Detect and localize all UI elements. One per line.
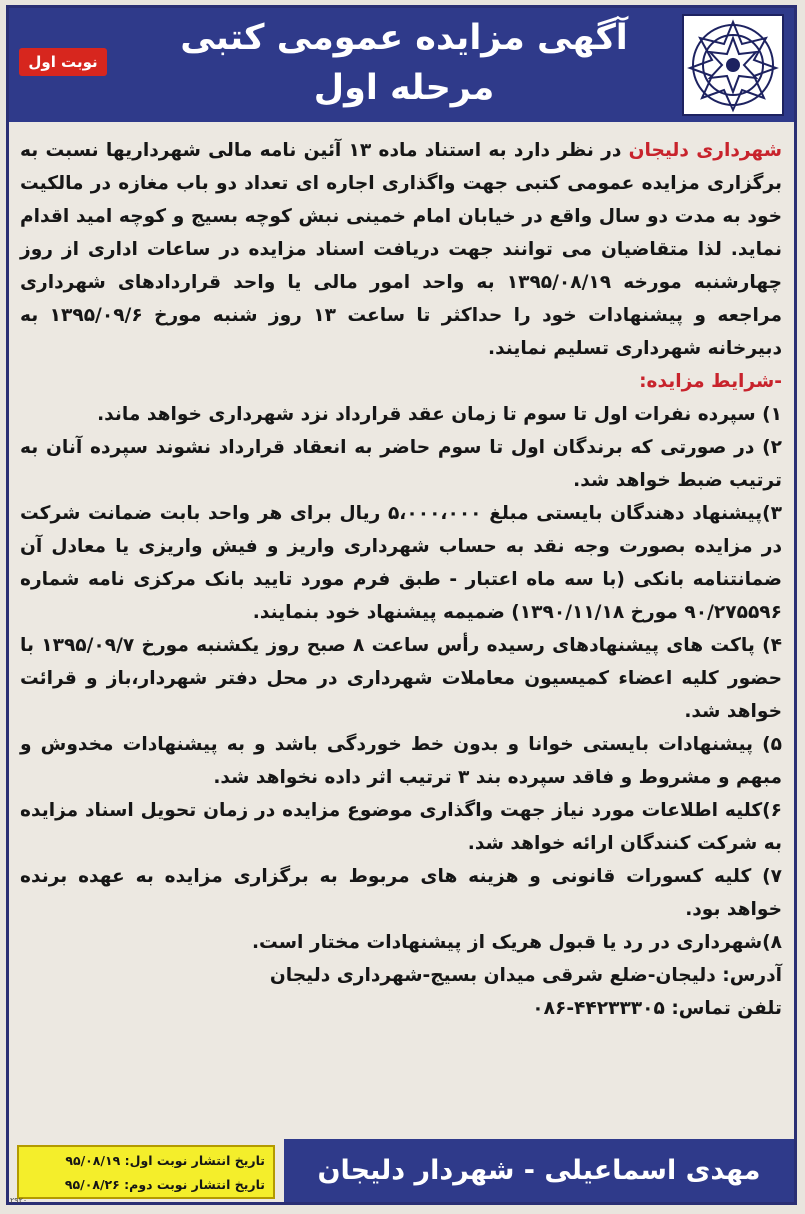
condition-item: ۷) کلیه کسورات قانونی و هزینه های مربوط به برگزاری مزایده به عهده برنده خواهد بود. [20, 866, 782, 920]
condition-item: ۲) در صورتی که برندگان اول تا سوم حاضر به انعقاد قرارداد نشوند سپرده آنان به ترتیب ضبط خواهد شد. [20, 437, 782, 491]
phone-line: تلفن تماس: ۴۴۲۳۳۳۰۵-۰۸۶ [532, 998, 782, 1019]
ad-body [20, 134, 782, 1025]
header-bar [9, 8, 794, 122]
condition-item: ۵) پیشنهادات بایستی خوانا و بدون خط خوردگی باشد و به پیشنهادات مخدوش و مبهم و مشروط و فاقد سپرده بند ۳ ترتیب اثر داده نخواهد شد. [20, 734, 782, 788]
emblem-graphic [684, 16, 782, 114]
ad-stage: مرحله اول [313, 68, 495, 108]
organization-name: شهرداری دلیجان [628, 140, 782, 161]
condition-item: ۴) پاکت های پیشنهادهای رسیده رأس ساعت ۸ صبح روز یکشنبه مورخ ۱۳۹۵/۰۹/۷ با حضور کلیه اعضاء کمیسیون معاملات شهرداری در محل دفتر شهردار،باز و قرائت خواهد شد. [20, 635, 782, 722]
advertisement-frame [6, 5, 797, 1205]
signature-bar: مهدی اسماعیلی - شهردار دلیجان [284, 1139, 794, 1202]
ad-code: ۲۹۲۰ [10, 1196, 28, 1205]
publish-date-first: تاریخ انتشار نوبت اول: ۹۵/۰۸/۱۹ [65, 1153, 265, 1168]
condition-item: ۶)کلیه اطلاعات مورد نیاز جهت واگذاری موضوع مزایده در زمان تحویل اسناد مزایده به شرکت کنندگان ارائه خواهد شد. [20, 800, 782, 854]
condition-item: ۳)پیشنهاد دهندگان بایستی مبلغ ۵،۰۰۰،۰۰۰ ریال برای هر واحد بابت ضمانت شرکت در مزایده بصورت وجه نقد به حساب شهرداری واریز و فیش واریزی یا معادل آن ضمانتنامه بانکی (با سه ماه اعتبار - طبق فرم مورد تایید بانک مرکزی نامه شماره ۹۰/۲۷۵۵۹۶ مورخ ۱۳۹۰/۱۱/۱۸) ضمیمه پیشنهاد خود بنمایند. [20, 503, 782, 623]
intro-text: در نظر دارد به استناد ماده ۱۳ آئین نامه مالی شهرداریها نسبت به برگزاری مزایده عمومی کتبی جهت واگذاری اجاره ای تعداد دو باب مغازه در مالکیت خود به مدت دو سال واقع در خیابان امام خمینی نبش کوچه بسیج و کوچه امید اقدام نماید. لذا متقاضیان می توانند جهت دریافت اسناد مزایده در ساعات اداری از روز چهارشنبه مورخه ۱۳۹۵/۰۸/۱۹ به واحد امور مالی یا واحد قراردادهای شهرداری مراجعه و پیشنهادات خود را حداکثر تا ساعت ۱۳ روز شنبه مورخ ۱۳۹۵/۰۹/۶ به دبیرخانه شهرداری تسلیم نمایند. [20, 140, 783, 359]
first-round-badge: نوبت اول [19, 48, 107, 76]
publish-date-second: تاریخ انتشار نوبت دوم: ۹۵/۰۸/۲۶ [64, 1177, 265, 1192]
address-line: آدرس: دلیجان-ضلع شرقی میدان بسیج-شهرداری دلیجان [269, 965, 782, 986]
publish-dates-box [17, 1145, 275, 1199]
condition-item: ۸)شهرداری در رد یا قبول هریک از پیشنهادات مختار است. [251, 932, 782, 953]
ad-title: آگهی مزایده عمومی کتبی [180, 18, 628, 58]
intro-paragraph [20, 134, 782, 365]
municipality-emblem-icon [682, 14, 784, 116]
conditions-heading: -شرایط مزایده: [639, 371, 782, 392]
condition-item: ۱) سپرده نفرات اول تا سوم تا زمان عقد قرارداد نزد شهرداری خواهد ماند. [97, 404, 782, 425]
